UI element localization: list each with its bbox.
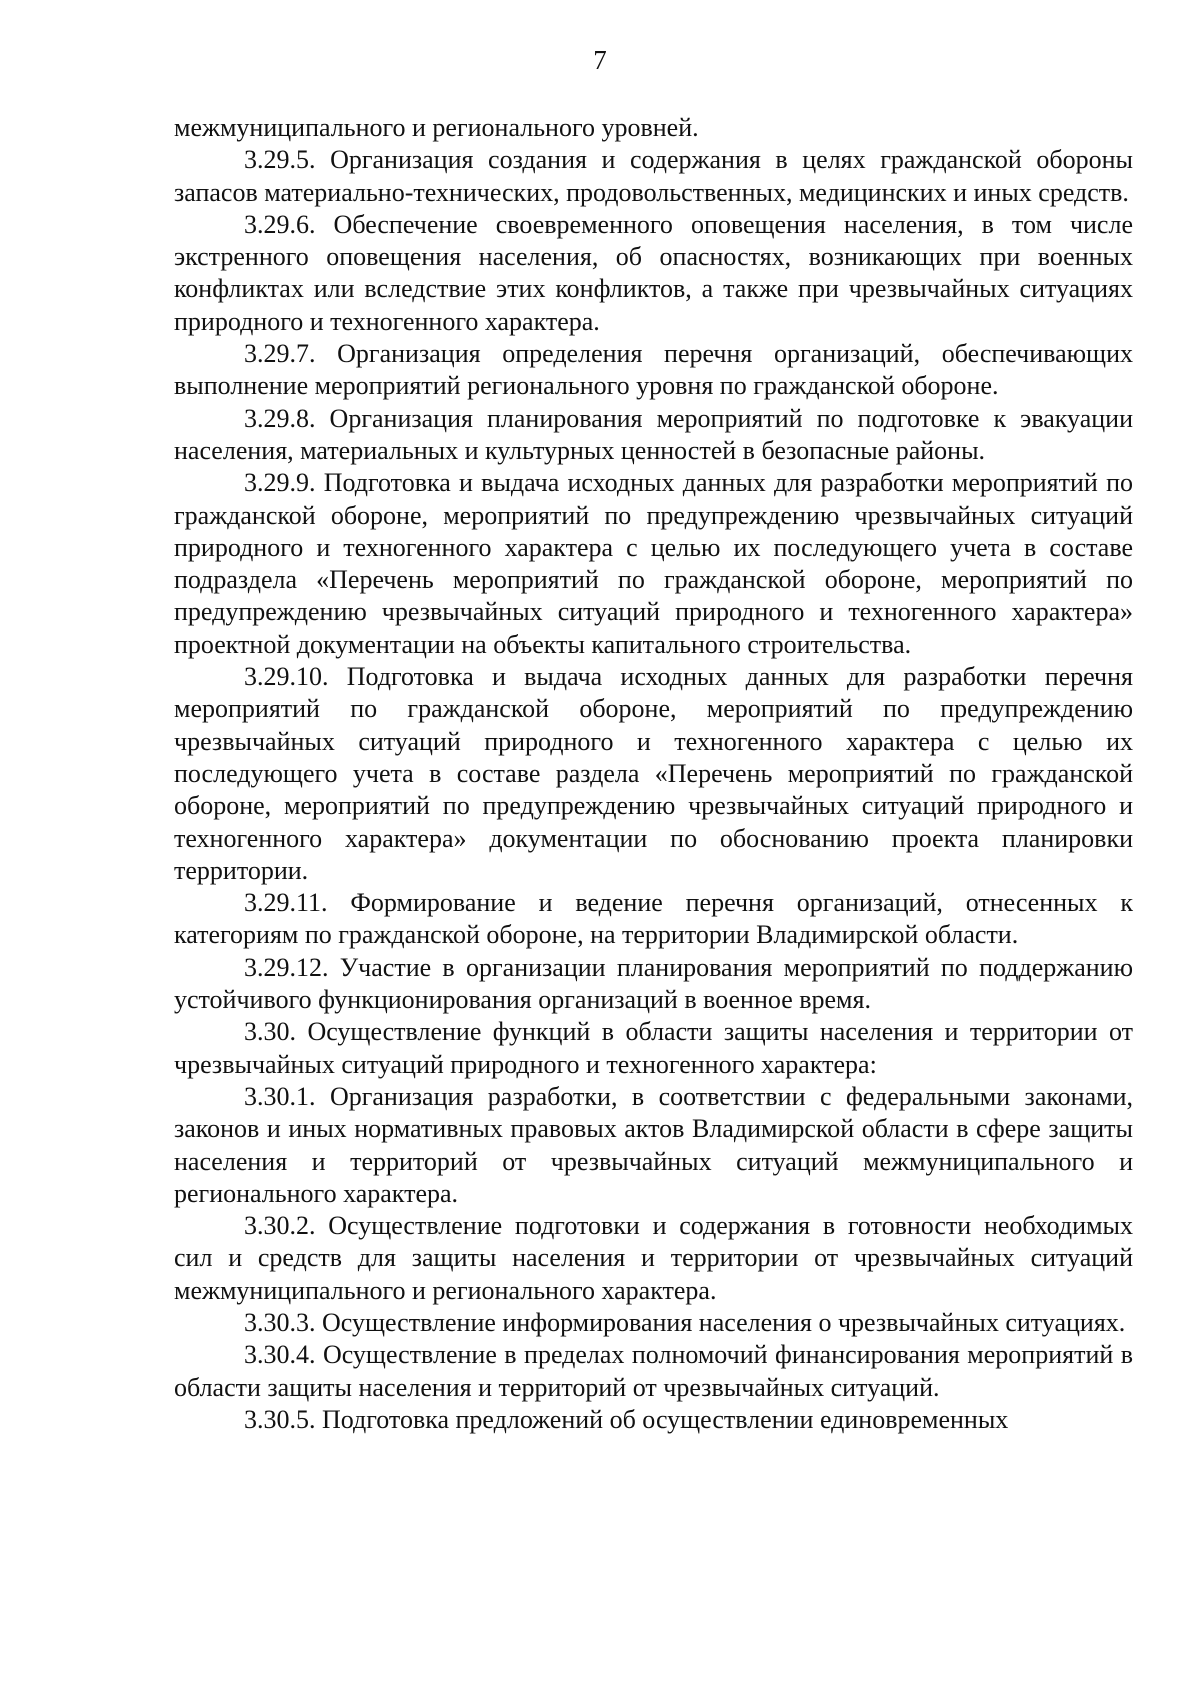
paragraph-3-29-7: 3.29.7. Организация определения перечня организаций, обеспечивающих выполнение мероприятий регионального уровня по гражданской обороне. bbox=[174, 339, 1133, 401]
paragraph-continuation: межмуниципального и регионального уровней. bbox=[174, 113, 699, 142]
paragraph-3-29-6: 3.29.6. Обеспечение своевременного оповещения населения, в том числе экстренного оповещения населения, об опасностях, возникающих при военных конфликтах или вследствие этих конфликтов, а также при чрезвычайных ситуациях природного и техногенного характера. bbox=[174, 209, 1133, 336]
paragraph-3-30-1: 3.30.1. Организация разработки, в соответствии с федеральными законами, законов и иных нормативных правовых актов Владимирской области в сфере защиты населения и территорий от чрезвычайных ситуаций межмуниципального и регионального характера. bbox=[174, 1081, 1133, 1208]
paragraph-3-29-9: 3.29.9. Подготовка и выдача исходных данных для разработки мероприятий по гражданской обороне, мероприятий по предупреждению чрезвычайных ситуаций природного и техногенного характера с целью их последующего учета в составе подраздела «Перечень мероприятий по гражданской обороне, мероприятий по предупреждению чрезвычайных ситуаций природного и техногенного характера» проектной документации на объекты капитального строительства. bbox=[174, 468, 1133, 659]
page-number: 7 bbox=[593, 45, 607, 75]
paragraph-3-29-12: 3.29.12. Участие в организации планирования мероприятий по поддержанию устойчивого функционирования организаций в военное время. bbox=[174, 952, 1133, 1015]
paragraph-3-30-3: 3.30.3. Осуществление информирования населения о чрезвычайных ситуациях. bbox=[244, 1307, 1126, 1337]
document-body bbox=[174, 112, 1133, 1436]
paragraph-3-29-10: 3.29.10. Подготовка и выдача исходных данных для разработки перечня мероприятий по гражданской обороне, мероприятий по предупреждению чрезвычайных ситуаций природного и техногенного характера с целью их последующего учета в составе раздела «Перечень мероприятий по гражданской обороне, мероприятий по предупреждению чрезвычайных ситуаций природного и техногенного характера» документации по обоснованию проекта планировки территории. bbox=[174, 662, 1133, 885]
paragraph-3-30-4: 3.30.4. Осуществление в пределах полномочий финансирования мероприятий в области защиты населения и территорий от чрезвычайных ситуаций. bbox=[174, 1340, 1133, 1402]
paragraph-3-29-11: 3.29.11. Формирование и ведение перечня организаций, отнесенных к категориям по гражданской обороне, на территории Владимирской области. bbox=[174, 888, 1133, 950]
paragraph-3-29-5: 3.29.5. Организация создания и содержания в целях гражданской обороны запасов материально-технических, продовольственных, медицинских и иных средств. bbox=[174, 145, 1133, 207]
paragraph-3-30-5: 3.30.5. Подготовка предложений об осуществлении единовременных bbox=[244, 1404, 1009, 1434]
paragraph-3-30-2: 3.30.2. Осуществление подготовки и содержания в готовности необходимых сил и средств для защиты населения и территории от чрезвычайных ситуаций межмуниципального и регионального характера. bbox=[174, 1211, 1133, 1305]
paragraph-3-30: 3.30. Осуществление функций в области защиты населения и территории от чрезвычайных ситуаций природного и техногенного характера: bbox=[174, 1017, 1133, 1079]
paragraph-3-29-8: 3.29.8. Организация планирования мероприятий по подготовке к эвакуации населения, материальных и культурных ценностей в безопасные районы. bbox=[174, 403, 1133, 465]
